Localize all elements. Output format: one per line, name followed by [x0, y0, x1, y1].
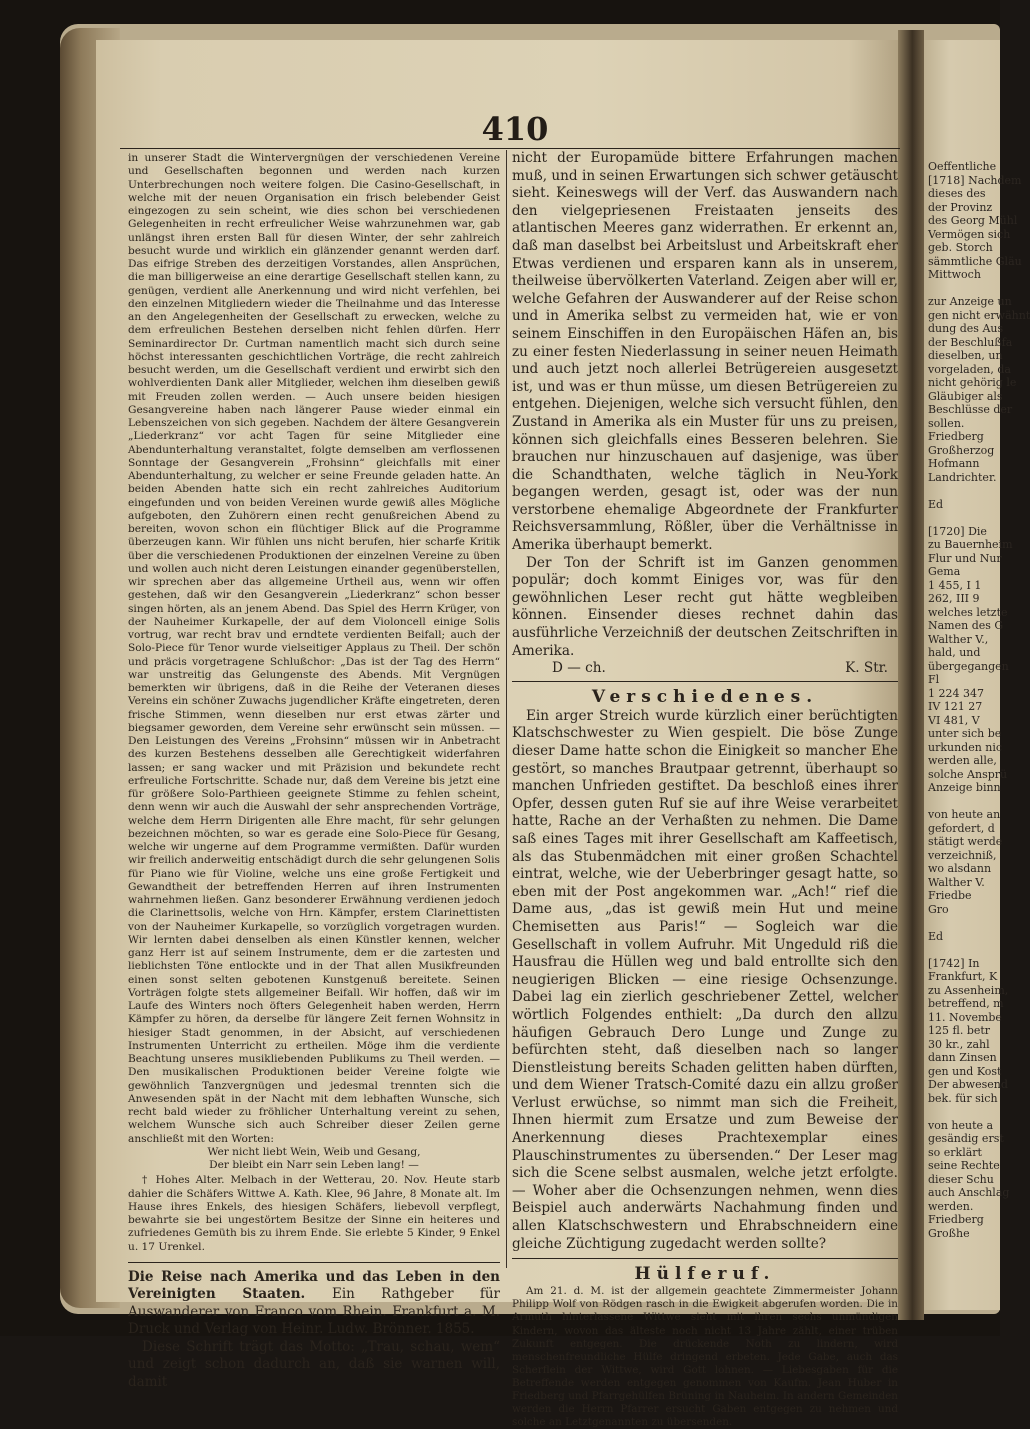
facing-page-line: Walther V.: [928, 875, 985, 889]
facing-page-line: [916, 795, 1000, 809]
facing-page: [916, 40, 1030, 1310]
facing-page-line: unter sich be: [928, 727, 1002, 740]
section-heading-miscellany: Verschiedenes.: [591, 686, 819, 707]
facing-page-line: 11. Novembe: [928, 1010, 1002, 1024]
review-continued: nicht der Europamüde bittere Erfahrungen machen muß, und in seinen Erwartungen sich schwer getäuscht sieht. Keineswegs will der Verf. das Auswandern nach den vielgepriesenen Freistaaten jenseits des atlantischen Meeres ganz widerrathen. Er erkennt an, daß man daselbst bei Arbeitslust und Arbeitskraft eher Etwas verdienen und ersparen kann als in unserem, theilweise übervölkerten Vaterland. Zeigen aber will er, welche Gefahren der Auswanderer auf der Reise schon und in Amerika selbst zu vermeiden hat, wie er von seinem Einschiffen in den Europäischen Häfen an, bis zu einer festen Niederlassung in seiner neuen Heimath und auch jetzt noch allerlei Betrügereien ausgesetzt ist, und was er thun müsse, um diesen Betrügereien zu entgehen. Diejenigen, welche sich versucht fühlen, den Zustand in Amerika als ein Muster für uns zu preisen, können sich gleichfalls eines Besseren belehren. Sie brauchen nur hinzuschauen auf dasjenige, was über die Schandthaten, welche täglich in Neu-York begangen werden, gesagt ist, oder was der nun verstorbene ehemalige Abgeordnete der Frankfurter Reichsversammlung, Rößler, über die Verhältnisse in Amerika überhaupt bemerkt.: [512, 150, 898, 554]
facing-page-line: gen und Kost: [928, 1064, 1002, 1078]
facing-page-line: Gläubiger als: [928, 389, 1003, 403]
miscellany-text: Ein arger Streich wurde kürzlich einer berüchtigten Klatschschwester zu Wien gespielt. Die böse Zunge dieser Dame hatte schon die Einigkeit so mancher Ehe gestört, so manches Brautpaar getrennt, überhaupt so manchen Unfrieden gestiftet. Da beschloß eines ihrer Opfer, dessen guten Ruf sie auf ihre Weise verarbeitet hatte, Rache an der Verhaßten zu nehmen. Die Dame saß eines Tages mit ihrer Gesellschaft am Kaffeetisch, als das Stubenmädchen mit einer großen Schachtel eintrat, welche, wie der Ueberbringer gesagt hatte, so eben mit der Post angekommen war. „Ach!“ rief die Dame aus, „das ist gewiß mein Hut und meine Chemisetten aus Paris!“ — Sogleich war die Gesellschaft in vollem Aufruhr. Mit Ungeduld riß die Hausfrau die Hüllen weg und bald entrollte sich den neugierigen Blicken — eine riesige Ochsenzunge. Dabei lag ein zierlich geschriebener Zettel, welcher wörtlich Folgendes enthielt: „Da durch den allzu häufigen Gebrauch Dero Lunge und Zunge zu befürchten steht, daß dieselben nach so langer Dienstleistung bereits Schaden gelitten haben dürften, und dem Wiener Tratsch-Comité dazu ein allzu großer Verlust erwüchse, so nimmt man sich die Freiheit, Ihnen hiermit zum Ersatze und zum Beweise der Anerkennung dieses Prachtexemplar eines Plauschinstrumentes zu übersenden.“ Der Leser mag sich die Scene selbst ausmalen, welche jetzt erfolgte. — Woher aber die Ochsenzungen nehmen, wenn dies Beispiel auch anderwärts Nachahmung finden und allen Klatschschwestern und Ehrabschneidern eine gleiche Züchtigung zugedacht werden sollte?: [512, 707, 898, 1252]
facing-page-line: vorgeladen, da: [928, 362, 1011, 376]
facing-page-line: Flur und Nur: [928, 551, 1002, 565]
facing-page-line: gefordert, d: [928, 821, 995, 835]
facing-page-line: Namen des G: [928, 619, 1004, 632]
facing-page-line: auch Anschlag: [928, 1186, 1010, 1199]
facing-page-line: gesändig erst: [928, 1132, 1004, 1145]
facing-page-line: dung des Aus: [928, 322, 1004, 335]
facing-page-line: 1 224 347: [928, 686, 984, 700]
facing-page-line: Großhe: [928, 1226, 970, 1240]
facing-page-line: des Georg Mühl: [928, 214, 1018, 227]
facing-page-line: dieselben, un: [928, 349, 1003, 362]
signature-left: D — ch.: [552, 660, 606, 677]
facing-page-line: Hofmann: [928, 457, 980, 470]
facing-page-line: Großherzog: [928, 443, 995, 457]
facing-page-line: Friedbe: [928, 889, 972, 902]
facing-page-line: Beschlüsse der: [928, 403, 1013, 416]
facing-page-line: solche Ansprü: [928, 767, 1008, 781]
facing-page-line: dann Zinsen: [928, 1051, 997, 1064]
facing-page-line: Ed: [928, 929, 944, 943]
facing-page-line: zur Anzeige un: [928, 295, 1012, 308]
section-rule-2: [512, 681, 898, 682]
facing-page-line: Walther V.,: [928, 632, 989, 646]
facing-page-line: von heute an: [928, 808, 1001, 821]
facing-page-line: wo alsdann: [928, 862, 992, 875]
facing-page-line: dieses des: [928, 187, 986, 200]
review-text: Diese Schrift trägt das Motto: „Trau, schau, wem“ und zeigt schon dadurch an, daß sie warnen will, damit: [128, 1338, 500, 1390]
facing-page-line: [916, 282, 1000, 296]
facing-page-line: zu Bauernheim: [928, 538, 1013, 551]
facing-page-line: 262, III 9: [928, 592, 980, 605]
facing-page-line: sämmtliche Gläu: [928, 254, 1022, 268]
local-news-article: in unserer Stadt die Wintervergnügen der verschiedenen Vereine und Gesellschaften begonnen und werden nach kurzen Unterbrechungen noch weitere folgen. Die Casino-Gesellschaft, in welche mit der neuen Organisation ein frisch belebender Geist eingezogen zu sein scheint, wie dies schon bei verschiedenen Gelegenheiten in recht erfreulicher Weise wahrzunehmen war, gab unlängst ihren ersten Ball für diesen Winter, der sehr zahlreich besucht wurde und wirklich ein glänzender genannt werden darf. Das eifrige Streben des derzeitigen Vorstandes, allen Ansprüchen, die man billigerweise an eine derartige Gesellschaft stellen kann, zu genügen, verdient alle Anerkennung und wird nicht verfehlen, bei den einzelnen Mitgliedern wieder die Theilnahme und das Interesse an den Angelegenheiten der Gesellschaft zu erwecken, welche zu dem erfreulichen Bestehen derselben nicht fehlen dürfen. Herr Seminardirector Dr. Curtman namentlich macht sich durch seine höchst interessanten geschichtlichen Vorträge, die recht zahlreich besucht werden, um die Gesellschaft verdient und erwirbt sich den wohlverdienten Dank aller Mitglieder, welchen ihm dieselben gewiß mit Freuden zollen werden. — Auch unsere beiden hiesigen Gesangvereine haben nach längerer Pause wieder einmal ein Lebenszeichen von sich gegeben. Nachdem der ältere Gesangverein „Liederkranz“ vor acht Tagen für seine Mitglieder eine Abendunterhaltung veranstaltet, folgte demselben am verflossenen Sonntage der Gesangverein „Frohsinn“ gleichfalls mit einer Abendunterhaltung, zu welcher er seine Freunde geladen hatte. An beiden Abenden hatte sich ein recht zahlreiches Auditorium eingefunden und von beiden Vereinen wurde gewiß alles Mögliche aufgeboten, den Zuhörern einen recht genußreichen Abend zu bereiten, wovon schon ein flüchtiger Blick auf die Programme überzeugen kann. Wir fühlen uns nicht berufen, hier scharfe Kritik über die verschiedenen Produktionen der einzelnen Vereine zu üben und wollen auch nicht deren Leistungen einander gegenüberstellen, wir sprechen aber das allgemeine Urtheil aus, wenn wir offen gestehen, daß wir den Gesangverein „Liederkranz“ schon besser singen hörten, als an jenem Abend. Das Spiel des Herrn Krüger, von der Nauheimer Kurkapelle, der auf dem Violoncell einige Solis vortrug, war recht brav und erndtete verdienten Beifall; auch der Solo-Piece für Tenor wurde vielseitiger Applaus zu Theil. Der schön und präcis vorgetragene Schlußchor: „Das ist der Tag des Herrn“ war unstreitig das Gelungenste des Abends. Mit Vergnügen bemerkten wir übrigens, daß in die Reihe der Veteranen dieses Vereins ein schöner Zuwachs jugendlicher Kräfte eingetreten, deren frische Stimmen, wenn dieselben nur erst etwas zärter und biegsamer geworden, dem Vereine sehr erwünscht sein müssen. — Den Leistungen des Vereins „Frohsinn“ müssen wir in Anbetracht des kurzen Bestehens desselben alle Gerechtigkeit widerfahren lassen; er sang wacker und mit Präzision und bekundete recht erfreuliche Fortschritte. Schade nur, daß dem Vereine bis jetzt eine für größere Solo-Parthieen geeignete Stimme zu fehlen scheint, denn wenn wir auch die Auswahl der sehr ansprechenden Vorträge, welche dem Herrn Dirigenten alle Ehre macht, für sehr gelungen bezeichnen möchten, so war es gerade eine Solo-Piece für Gesang, welche wir ungerne auf dem Programme vermißten. Dafür wurden wir freilich anderweitig entschädigt durch die sehr gelungenen Solis für Piano wie für Violine, welche uns eine große Fertigkeit und Gewandtheit der betreffenden Herren auf ihren Instrumenten wahrnehmen ließen. Ganz besonderer Erwähnung verdienen jedoch die Clarinettsolis, welche von Hrn. Kämpfer, erstem Clarinettisten von der Nauheimer Kurkapelle, so vorzüglich vorgetragen wurden. Wir lernten dabei denselben als einen Künstler kennen, welcher ganz Herr ist auf seinem Instrumente, dem er die zartesten und lieblichsten Töne entlockte und in der That allen Musikfreunden einen sonst selten gebotenen Kunstgenuß bereitete. Seinen Vorträgen folgte stets allgemeiner Beifall. Wir hoffen, daß wir im Laufe des Winters noch öfters Gelegenheit haben werden, Herrn Kämpfer zu hören, da derselbe für längere Zeit fernen Wohnsitz in hiesiger Stadt genommen, in der Absicht, auf verschiedenen Instrumenten Unterricht zu ertheilen. Möge ihm die verdiente Beachtung unseres musikliebenden Publikums zu Theil werden. — Den musikalischen Produktionen beider Vereine folgte wie gewöhnlich Tanzvergnügen und jedesmal trennten sich die Anwesenden spät in der Nacht mit dem lebhaften Wunsche, sich recht bald wieder zu fröhlicher Unterhaltung vereint zu sehen, welchem Wunsche sich auch Schreiber dieser Zeilen gerne anschließt mit den Worten:: [128, 152, 500, 1145]
facing-page-line: seine Rechte: [928, 1159, 1000, 1172]
column-divider: [506, 150, 507, 1268]
facing-page-line: der Provinz: [928, 200, 993, 214]
facing-page-line: Mittwoch: [928, 268, 981, 281]
appeal-text: Am 21. d. M. ist der allgemein geachtete Zimmermeister Johann Philipp Wolf von Rödgen rasch in die Ewigkeit abgerufen worden. Die in Armuth hinterlassene Wittwe sieht mit ihren sechs unmündigen Kindern, wovon das älteste noch nicht 13 Jahre zählt, einer trüben Zukunft entgegen. Die drückende Noth zu lindern, wird menschenfreundliche Hülfe dringend erbeten. Jede Gabe, auch das Scherflein der Wittwe, wird Gott lohnen. — Liebesgaben für die Betreffende werden entgegen genommen von Kaufm. Jean Huber in Friedberg und Pfarrgehülfen Brüning in Nauheim. In andern Gemeinden werden die Herrn Pfarrer ersucht Gaben entgegen zu nehmen und solche an Letztgenannten zu übersenden.: [512, 1285, 898, 1429]
facing-page-line: von heute a: [928, 1118, 994, 1132]
header-rule: [120, 148, 900, 149]
signature-right: K. Str.: [845, 660, 888, 677]
facing-page-line: [1742] In: [928, 956, 980, 970]
facing-page-line: Friedberg: [928, 1213, 984, 1226]
facing-page-line: verzeichniß,: [928, 848, 997, 862]
review-closing: Der Ton der Schrift ist im Ganzen genommen populär; doch kommt Einiges vor, was für den gewöhnlichen Leser recht gut hätte wegbleiben können. Einsender dieses rechnet dahin das ausführliche Verzeichniß der deutschen Zeitschriften in Amerika.: [512, 554, 898, 659]
facing-page-line: Oeffentliche: [928, 160, 997, 173]
review-signatures: [512, 660, 898, 678]
facing-page-line: Friedberg: [928, 430, 984, 443]
review-subtitle: Ein Rathgeber für Auswanderer von Franco vom Rhein. Frankfurt a. M. Druck und Verlag von Heinr. Ludw. Brönner. 1855.: [128, 1286, 501, 1338]
facing-page-line: Gro: [928, 902, 949, 916]
facing-page-line: urkunden nic: [928, 740, 1003, 754]
facing-page-line: 125 fl. betr: [928, 1024, 991, 1037]
facing-page-line: 1 455, I 1: [928, 578, 982, 592]
facing-page-line: IV 121 27: [928, 700, 983, 713]
facing-page-line: hald, und: [928, 646, 981, 659]
facing-page-line: werden.: [928, 1199, 974, 1213]
facing-page-line: [916, 916, 1000, 930]
facing-page-line: der Beschlußfa: [928, 335, 1013, 349]
facing-page-line: gen nicht erwähnt: [928, 308, 1030, 322]
facing-page-line: [916, 943, 1000, 957]
facing-page-line: nicht gehörig le: [928, 376, 1017, 389]
book-gutter: [898, 30, 924, 1320]
facing-page-line: Ed: [928, 497, 944, 511]
facing-page-line: Der abwesend: [928, 1078, 1008, 1091]
facing-page-line: Vermögen sich: [928, 227, 1011, 241]
section-rule: [128, 1262, 500, 1263]
facing-page-text: [916, 40, 1030, 1240]
page-number: 410: [481, 110, 549, 148]
right-column: [512, 150, 898, 1429]
left-column: [128, 152, 500, 1392]
facing-page-line: [1720] Die: [928, 524, 987, 538]
obituary-notice: † Hohes Alter. Melbach in der Wetterau, 20. Nov. Heute starb dahier die Schäfers Wittwe A. Kath. Klee, 96 Jahre, 8 Monate alt. Im Hause ihres Enkels, des hiesigen Schäfers, liebevoll verpflegt, bewahrte sie bei ungestörtem Besitze der Sinne ein heiteres und zufriedenes Gemüth bis zu ihrem Ende. Sie erlebte 5 Kinder, 9 Enkel u. 17 Urenkel.: [128, 1174, 500, 1253]
review-title: [128, 1269, 500, 1339]
facing-page-line: Anzeige binn: [928, 781, 1001, 794]
facing-page-line: stätigt werde: [928, 835, 1003, 848]
facing-page-line: VI 481, V: [928, 713, 980, 727]
facing-page-line: [916, 511, 1000, 525]
facing-page-line: Fl: [928, 673, 940, 686]
facing-page-line: [916, 1105, 1000, 1119]
facing-page-line: werden alle,: [928, 754, 997, 767]
review-title-text: Die Reise nach Amerika und das Leben in den Vereinigten Staaten.: [128, 1268, 500, 1303]
appeal-heading: Hülferuf.: [634, 1264, 776, 1285]
facing-page-line: welches letzte: [928, 605, 1008, 619]
facing-page-line: betreffend, m: [928, 997, 1004, 1010]
facing-page-line: geb. Storch: [928, 241, 993, 254]
facing-page-line: dieser Schu: [928, 1172, 994, 1186]
facing-page-line: Landrichter.: [928, 470, 997, 484]
facing-page-line: zu Assenheim,: [928, 983, 1009, 997]
facing-page-line: sollen.: [928, 416, 965, 430]
facing-page-line: 30 kr., zahl: [928, 1037, 990, 1051]
facing-page-line: so erklärt: [928, 1145, 982, 1159]
facing-page-line: Gema: [928, 565, 961, 578]
facing-page-line: Frankfurt, K: [928, 970, 998, 983]
facing-page-line: [1718] Nachdem: [928, 173, 1022, 187]
facing-page-line: bek. für sich: [928, 1091, 998, 1105]
verse-line-1: Wer nicht liebt Wein, Weib und Gesang,: [207, 1145, 421, 1158]
verse-line-2: Der bleibt ein Narr sein Leben lang! —: [209, 1159, 419, 1171]
facing-page-line: [916, 484, 1000, 498]
section-rule-3: [512, 1258, 898, 1259]
facing-page-line: übergegangen: [928, 659, 1009, 673]
